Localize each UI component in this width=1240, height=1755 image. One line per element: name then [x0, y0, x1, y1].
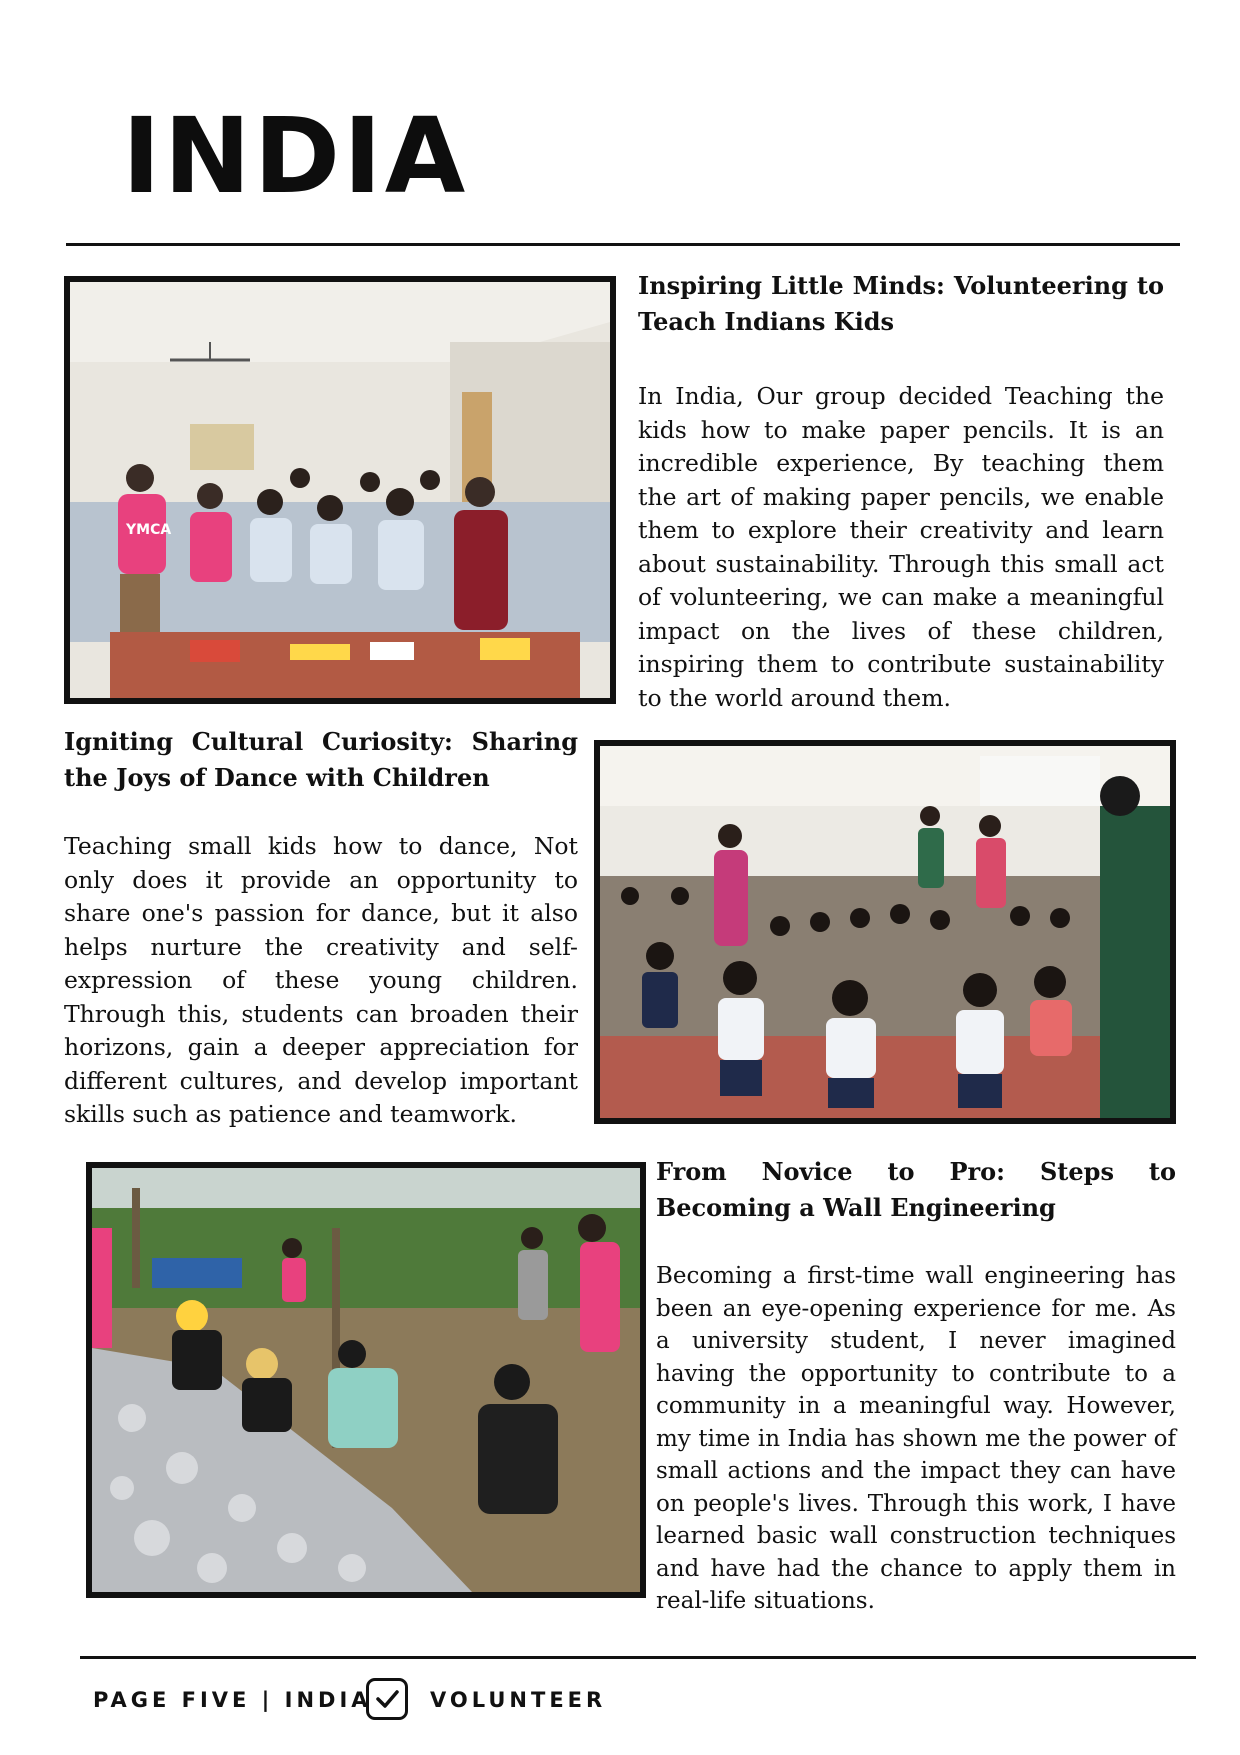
section-heading-teach-kids: Inspiring Little Minds: Volunteering to Teach Indians Kids [638, 271, 1164, 336]
dance-hall-photo [594, 740, 1176, 1124]
bottom-divider [80, 1656, 1196, 1659]
footer-tag: VOLUNTEER [430, 1688, 607, 1712]
check-icon [366, 1678, 408, 1720]
section-body-wall: Becoming a first-time wall engineering has been an eye-opening experience for me. As a university student, I never imagined having the opportunity to contribute to a community in a meaningful way. However, my time in India has shown me the power of small actions and the impact they can have on people's lives. Through this work, I have learned basic wall construction techniques and have had the chance to apply them in real-life situations. [656, 1263, 1176, 1614]
section-heading-wall: From Novice to Pro: Steps to Becoming a Wall Engineering [656, 1157, 1176, 1222]
section-heading-dance: Igniting Cultural Curiosity: Sharing the Joys of Dance with Children [64, 727, 578, 792]
section-body-teach-kids: In India, Our group decided Teaching the kids how to make paper pencils. It is an incredible experience, By teaching them the art of making paper pencils, we enable them to explore their creativity and learn about sustainability. Through this small act of volunteering, we can make a meaningful impact on the lives of these children, inspiring them to contribute sustainability to the world around them. [638, 382, 1164, 712]
top-divider [66, 243, 1180, 246]
footer-page-label: PAGE FIVE | INDIA [93, 1688, 372, 1712]
ymca-shirt-text: YMCA [126, 522, 172, 538]
page-title: INDIA [122, 95, 469, 217]
classroom-photo [64, 276, 616, 704]
section-body-dance: Teaching small kids how to dance, Not only does it provide an opportunity to share one's passion for dance, but it also helps nurture the creativity and self-expression of these young children. Through this, students can broaden their horizons, gain a deeper appreciation for different cultures, and develop important skills such as patience and teamwork. [64, 832, 578, 1128]
wall-construction-photo [86, 1162, 646, 1598]
